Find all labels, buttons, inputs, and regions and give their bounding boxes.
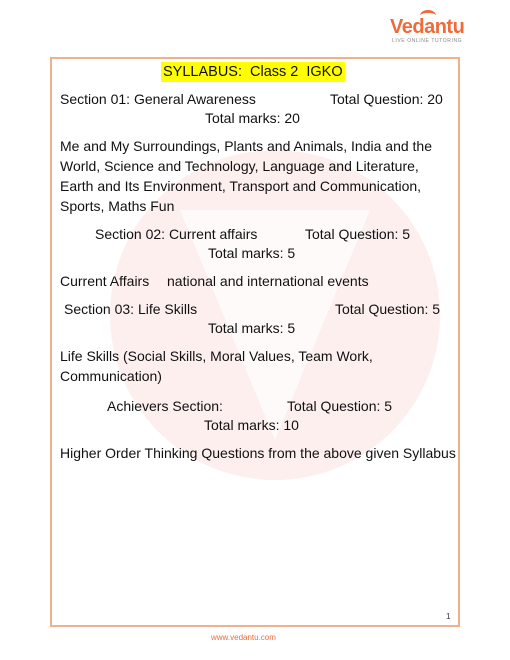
- section-1-content: Me and My Surroundings, Plants and Animals, India and the World, Science and Technology, Language and Literature, Earth and Its Environment, Transport and Communication, Sports, Maths Fun: [60, 138, 432, 214]
- section-2-marks: Total marks: 5: [208, 245, 296, 261]
- achievers-heading: Achievers Section:: [107, 398, 223, 414]
- section-2-questions: Total Question: 5: [305, 226, 411, 242]
- section-3-content: Life Skills (Social Skills, Moral Values, Team Work, Communication): [60, 348, 373, 384]
- section-2-content-detail: national and international events: [167, 273, 369, 289]
- section-2-content-topic: Current Affairs: [60, 273, 150, 289]
- title-class: Class 2: [250, 64, 299, 80]
- section-3-marks: Total marks: 5: [208, 320, 296, 336]
- page-number: 1: [446, 612, 451, 621]
- section-3-questions: Total Question: 5: [335, 301, 441, 317]
- achievers-questions: Total Question: 5: [287, 398, 393, 414]
- logo-name: Vedantu: [390, 16, 465, 38]
- achievers-content: Higher Order Thinking Questions from the above given Syllabus: [60, 445, 456, 461]
- section-3-heading: Section 03: Life Skills: [64, 301, 198, 317]
- title-label: SYLLABUS:: [163, 64, 242, 80]
- section-1-marks: Total marks: 20: [205, 110, 300, 126]
- section-1-heading: Section 01: General Awareness: [60, 91, 256, 107]
- logo-tagline: LIVE ONLINE TUTORING: [392, 38, 463, 44]
- title-exam: IGKO: [306, 64, 343, 80]
- section-1-questions: Total Question: 20: [330, 91, 443, 107]
- vedantu-logo: [390, 14, 470, 50]
- syllabus-title: [161, 62, 345, 82]
- section-2-heading: Section 02: Current affairs: [95, 226, 258, 242]
- achievers-marks: Total marks: 10: [204, 417, 299, 433]
- footer-url[interactable]: www.vedantu.com: [211, 633, 276, 642]
